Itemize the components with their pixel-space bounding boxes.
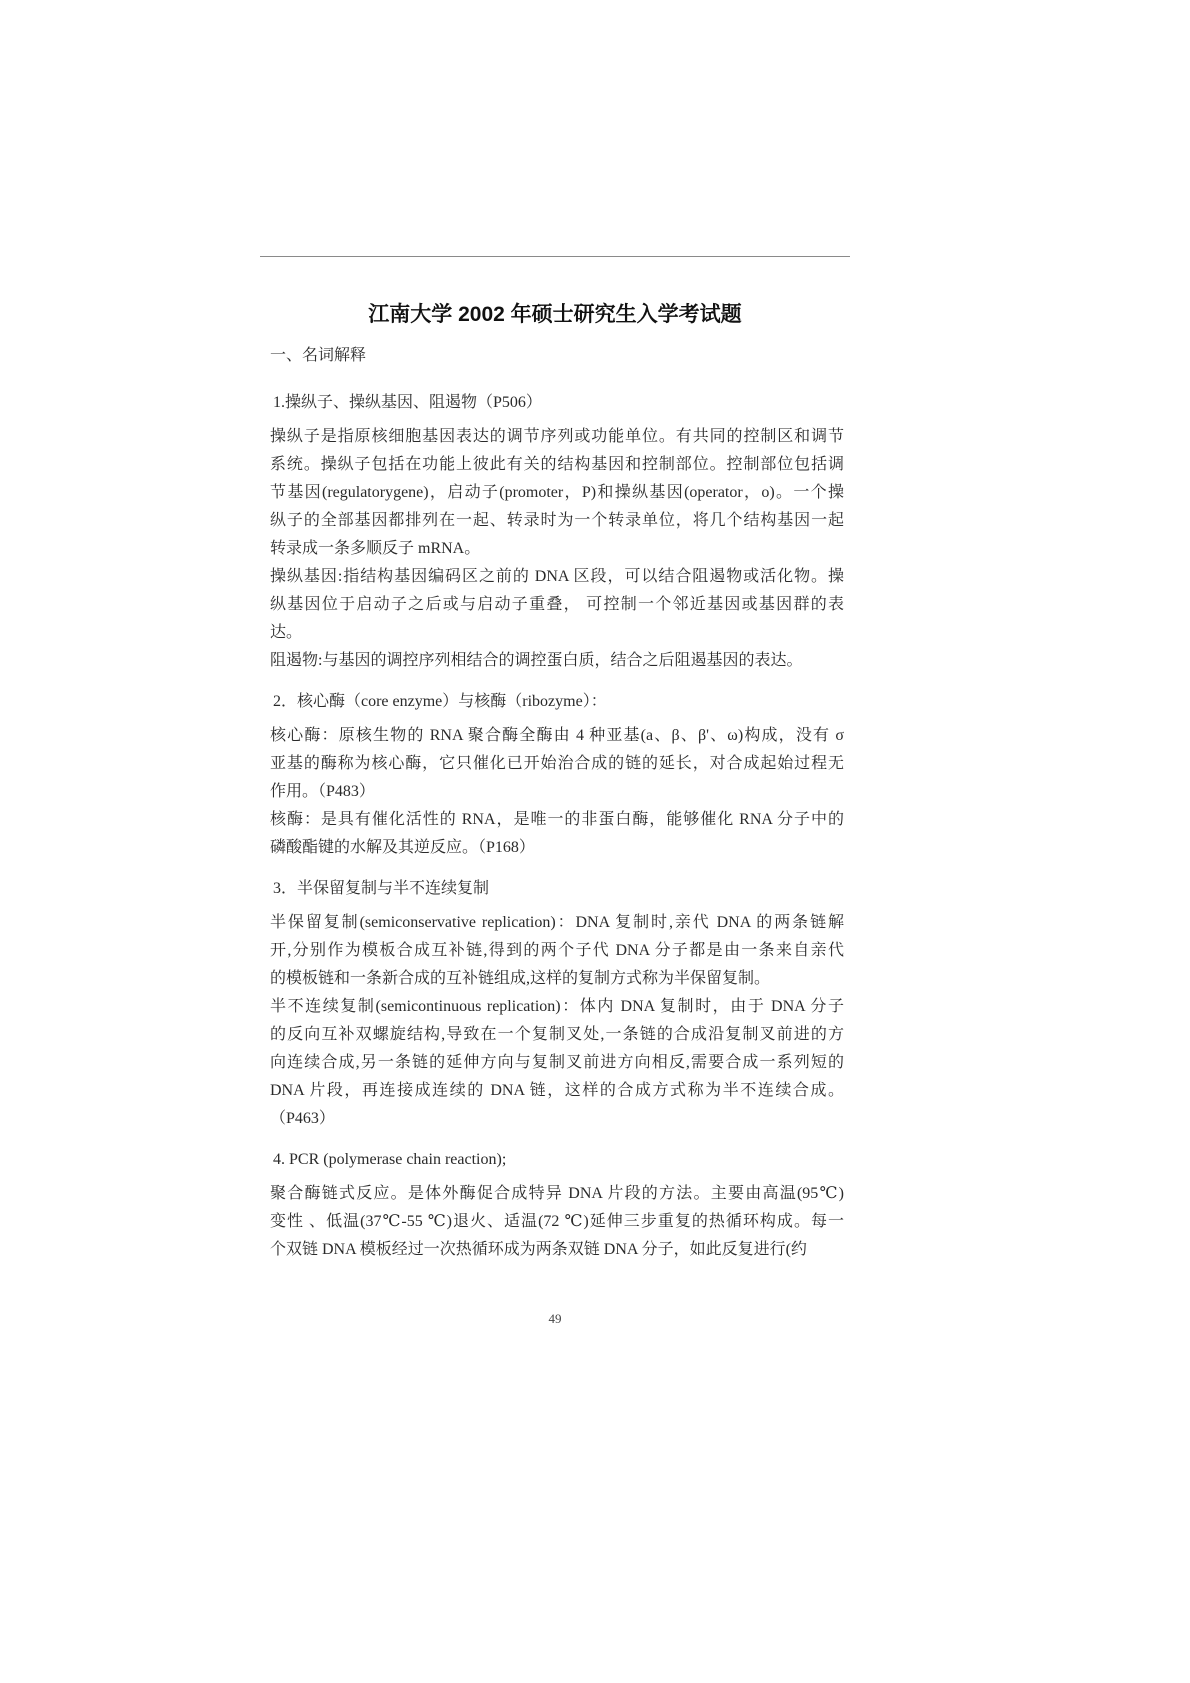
term-item (270, 1146, 844, 1264)
text-line: 聚合酶链式反应。是体外酶促合成特异 DNA 片段的方法。主要由高温(95℃) (270, 1185, 844, 1202)
term-item (270, 688, 844, 862)
text-line: 核心酶：原核生物的 RNA 聚合酶全酶由 4 种亚基(a、β、β'、ω)构成，没有 σ (270, 727, 844, 744)
document-body (270, 342, 844, 1264)
term-list (270, 389, 844, 1264)
header-rule (260, 256, 850, 257)
page-number: 49 (548, 1311, 562, 1326)
text-line: 转录成一条多顺反子 mRNA。 (270, 540, 481, 557)
term-heading: 3．半保留复制与半不连续复制 (273, 880, 490, 897)
paragraph (270, 909, 844, 993)
text-line: 个双链 DNA 模板经过一次热循环成为两条双链 DNA 分子，如此反复进行(约 (270, 1241, 807, 1258)
text-line: 节基因(regulatorygene)，启动子(promoter，P)和操纵基因(operator，o)。一个操 (270, 484, 844, 501)
text-line: （P463） (270, 1110, 335, 1127)
text-line: 半不连续复制(semicontinuous replication)：体内 DNA 复制时，由于 DNA 分子 (270, 998, 844, 1015)
text-line: 达。 (270, 624, 303, 641)
paragraph (270, 1180, 844, 1264)
paragraph (270, 563, 844, 647)
text-line: 核酶：是具有催化活性的 RNA，是唯一的非蛋白酶，能够催化 RNA 分子中的 (270, 811, 844, 828)
paragraph (270, 993, 844, 1133)
text-line: 磷酸酯键的水解及其逆反应。（P168） (270, 839, 535, 856)
page-title: 江南大学 2002 年硕士研究生入学考试题 (368, 303, 742, 326)
text-line: 变性 、低温(37℃-55 ℃)退火、适温(72 ℃)延伸三步重复的热循环构成。每一 (270, 1213, 844, 1230)
paragraph (270, 647, 844, 675)
term-heading: 4. PCR (polymerase chain reaction); (273, 1151, 507, 1168)
text-line: 的模板链和一条新合成的互补链组成,这样的复制方式称为半保留复制。 (270, 970, 771, 987)
paragraph (270, 722, 844, 806)
term-item (270, 389, 844, 675)
text-line: 系统。操纵子包括在功能上彼此有关的结构基因和控制部位。控制部位包括调 (270, 456, 844, 473)
paragraph (270, 423, 844, 563)
section-heading: 一、名词解释 (270, 347, 367, 364)
term-heading: 1.操纵子、操纵基因、阻遏物（P506） (273, 394, 542, 411)
text-line: 半保留复制(semiconservative replication)：DNA 复制时,亲代 DNA 的两条链解 (270, 914, 844, 931)
text-line: 亚基的酶称为核心酶，它只催化已开始治合成的链的延长，对合成起始过程无 (270, 755, 844, 772)
text-line: DNA 片段，再连接成连续的 DNA 链，这样的合成方式称为半不连续合成。 (270, 1082, 844, 1099)
text-line: 纵基因位于启动子之后或与启动子重叠， 可控制一个邻近基因或基因群的表 (270, 596, 844, 613)
term-heading: 2．核心酶（core enzyme）与核酶（ribozyme）： (273, 693, 607, 710)
term-item (270, 875, 844, 1133)
text-line: 作用。（P483） (270, 783, 375, 800)
paragraph (270, 806, 844, 862)
text-line: 开,分别作为模板合成互补链,得到的两个子代 DNA 分子都是由一条来自亲代 (270, 942, 844, 959)
text-line: 操纵子是指原核细胞基因表达的调节序列或功能单位。有共同的控制区和调节 (270, 428, 844, 445)
text-line: 阻遏物:与基因的调控序列相结合的调控蛋白质，结合之后阻遏基因的表达。 (270, 652, 803, 669)
text-line: 纵子的全部基因都排列在一起、转录时为一个转录单位，将几个结构基因一起 (270, 512, 844, 529)
text-line: 操纵基因:指结构基因编码区之前的 DNA 区段，可以结合阻遏物或活化物。操 (270, 568, 844, 585)
text-line: 向连续合成,另一条链的延伸方向与复制叉前进方向相反,需要合成一系列短的 (270, 1054, 844, 1071)
text-line: 的反向互补双螺旋结构,导致在一个复制叉处,一条链的合成沿复制叉前进的方 (270, 1026, 844, 1043)
